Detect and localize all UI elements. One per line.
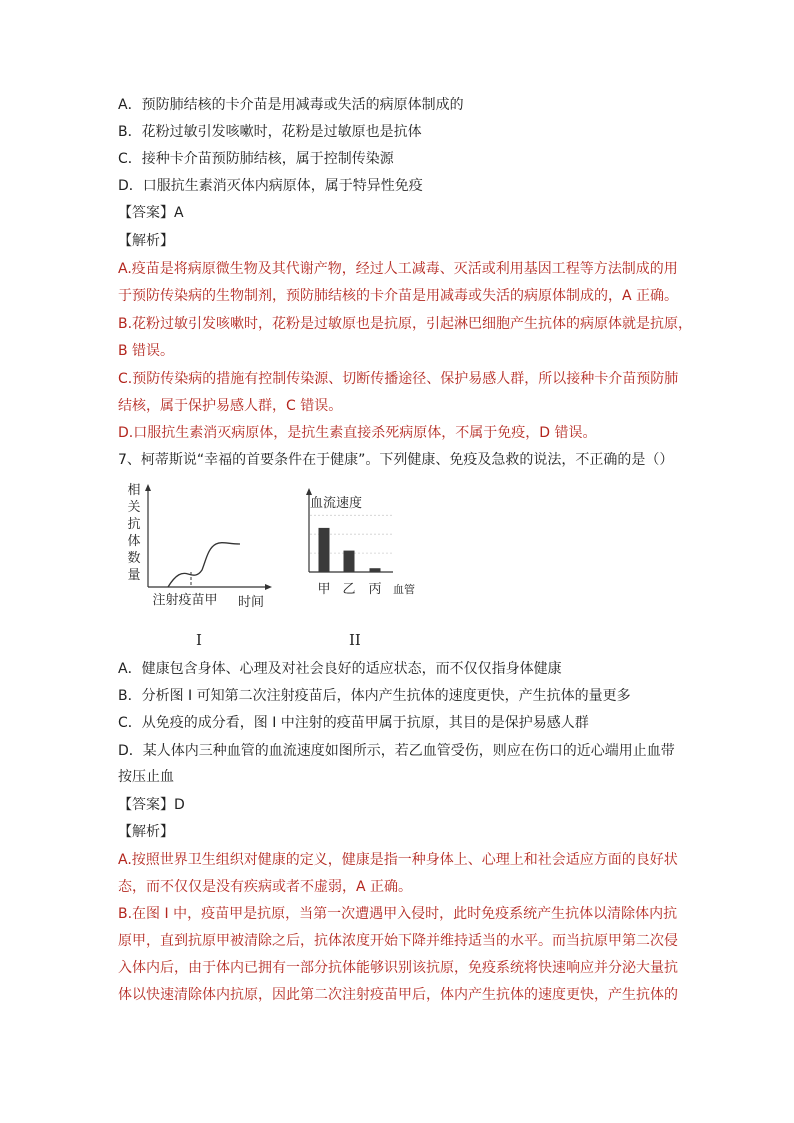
blood-flow-chart <box>298 488 423 603</box>
q6-analysis-line: A.疫苗是将病原微生物及其代谢产物，经过人工减毒、灭活或利用基因工程等方法制成的用 <box>118 261 678 277</box>
q7-option-b: B．分析图 I 可知第二次注射疫苗后，体内产生抗体的速度更快，产生抗体的量更多 <box>118 688 631 704</box>
y-label-char: 相 <box>127 483 141 498</box>
antibody-curve-figure <box>118 478 278 613</box>
category-label-bing: 丙 <box>368 582 382 597</box>
category-label-yi: 乙 <box>342 582 356 597</box>
x-axis-label: 血管 <box>393 583 415 596</box>
figure-2-caption: II <box>349 631 361 649</box>
q6-analysis-line: B 错误。 <box>118 343 175 359</box>
q6-answer: 【答案】A <box>118 205 184 221</box>
category-label-jia: 甲 <box>317 582 331 597</box>
y-axis-label: 血流速度 <box>310 496 363 511</box>
q6-analysis-line: D.口服抗生素消灭病原体，是抗生素直接杀死病原体，不属于免疫，D 错误。 <box>118 425 597 441</box>
q7-analysis-line: B.在图 I 中，疫苗甲是抗原，当第一次遭遇甲入侵时，此时免疫系统产生抗体以清除体内抗 <box>118 906 678 922</box>
q6-analysis-label: 【解析】 <box>118 233 174 249</box>
q7-analysis-line: 体以快速清除体内抗原，因此第二次注射疫苗甲后，体内产生抗体的速度更快，产生抗体的 <box>118 987 678 1003</box>
y-axis-arrow <box>145 484 151 491</box>
injection-marker-label: 注射疫苗甲 <box>152 593 218 608</box>
x-axis-label: 时间 <box>237 595 265 610</box>
q6-option-a: A．预防肺结核的卡介苗是用减毒或失活的病原体制成的 <box>118 97 464 113</box>
q7-option-a: A．健康包含身体、心理及对社会良好的适应状态，而不仅仅指身体健康 <box>118 661 562 677</box>
q7-option-d: D．某人体内三种血管的血流速度如图所示，若乙血管受伤，则应在伤口的近心端用止血带 <box>118 743 675 759</box>
q7-analysis-line: A.按照世界卫生组织对健康的定义，健康是指一种身体上、心理上和社会适应方面的良好状 <box>118 852 678 868</box>
q6-option-b: B．花粉过敏引发咳嗽时，花粉是过敏原也是抗体 <box>118 124 422 140</box>
q7-analysis-label: 【解析】 <box>118 824 174 840</box>
q7-stem: 7、柯蒂斯说“幸福的首要条件在于健康”。下列健康、免疫及急救的说法，不正确的是（） <box>118 452 674 468</box>
q6-analysis-line: 于预防传染病的生物制剂，预防肺结核的卡介苗是用减毒或失活的病原体制成的，A 正确。 <box>118 288 679 304</box>
bar-乙 <box>344 551 355 572</box>
x-axis-arrow <box>265 584 272 590</box>
y-label-char: 量 <box>127 568 141 583</box>
y-label-char: 体 <box>127 534 141 549</box>
q7-option-d-cont: 按压止血 <box>118 769 174 785</box>
y-label-char: 数 <box>127 551 141 566</box>
bar-甲 <box>319 528 330 572</box>
bar-丙 <box>370 568 381 572</box>
q6-analysis-line: 结核，属于保护易感人群，C 错误。 <box>118 398 343 414</box>
q7-analysis-line: 态，而不仅仅是没有疾病或者不虚弱，A 正确。 <box>118 879 413 895</box>
q7-analysis-line: 原甲，直到抗原甲被清除之后，抗体浓度开始下降并维持适当的水平。而当抗原甲第二次侵 <box>118 933 678 949</box>
q7-answer: 【答案】D <box>118 797 185 813</box>
q7-option-c: C．从免疫的成分看，图 I 中注射的疫苗甲属于抗原，其目的是保护易感人群 <box>118 715 589 731</box>
antibody-curve-line <box>168 543 240 587</box>
y-label-char: 抗 <box>127 517 141 532</box>
q6-analysis-line: C.预防传染病的措施有控制传染源、切断传播途径、保护易感人群，所以接种卡介苗预防肺 <box>118 371 679 387</box>
q6-option-c: C．接种卡介苗预防肺结核，属于控制传染源 <box>118 151 394 167</box>
y-label-char: 关 <box>127 500 141 515</box>
y-axis-arrow <box>306 488 312 495</box>
q7-analysis-line: 入体内后，由于体内已拥有一部分抗体能够识别该抗原，免疫系统将快速响应并分泌大量抗 <box>118 960 678 976</box>
q6-option-d: D．口服抗生素消灭体内病原体，属于特异性免疫 <box>118 178 423 194</box>
q6-analysis-line: B.花粉过敏引发咳嗽时，花粉是过敏原也是抗原，引起淋巴细胞产生抗体的病原体就是抗原， <box>118 316 693 332</box>
figure-1-caption: I <box>196 631 202 649</box>
